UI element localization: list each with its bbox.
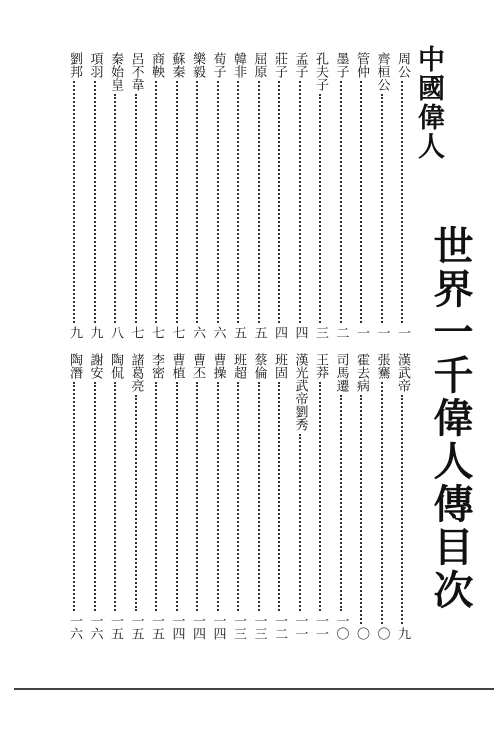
entry-name: 漢光武帝劉秀 [292,353,308,431]
entry-name: 荀子 [210,52,226,78]
entry-name: 謝安 [87,353,103,379]
toc-entry [392,353,412,640]
dot-leader [381,94,383,323]
book-title: 世界一千偉人傳目次 [427,225,474,612]
page-number: 〇 [354,627,369,640]
toc-entry [372,353,392,640]
section-title: 中國偉人 [413,45,444,161]
toc-entry [167,52,187,339]
page-number: 一一 [292,614,308,640]
entry-name: 齊桓公 [374,52,390,91]
entry-name: 項羽 [87,52,103,78]
toc-entry [310,353,330,640]
page-number: 一 [395,326,410,339]
entry-name: 張騫 [374,353,390,379]
page-number: 七 [149,326,164,339]
dot-leader [135,395,137,611]
toc-entry [126,353,146,640]
dot-leader [258,382,260,611]
bottom-rule [14,688,494,690]
toc-entry [249,52,269,339]
dot-leader [73,81,75,323]
page-number: 二 [333,326,349,339]
dot-leader [258,81,260,323]
dot-leader [155,81,157,323]
page-number: 六 [210,326,226,339]
toc-entry [64,353,84,640]
page-number: 九 [395,627,410,640]
entry-name: 樂毅 [190,52,205,78]
dot-leader [401,81,403,323]
dot-leader [196,81,198,323]
dot-leader [176,81,178,323]
entry-name: 呂不韋 [128,52,144,91]
page-number: 九 [87,326,103,339]
toc-entry [372,52,392,339]
page-number: 一四 [169,614,185,640]
page-number: 一一 [313,614,328,640]
dot-leader [94,382,96,611]
toc-entry [310,52,330,339]
page-number: 九 [67,326,82,339]
dot-leader [237,81,239,323]
entry-name: 商鞅 [149,52,164,78]
dot-leader [319,94,321,323]
entry-name: 莊子 [272,52,287,78]
entry-name: 屈原 [251,52,267,78]
toc-entry [269,52,289,339]
dot-leader [278,382,280,611]
dot-leader [176,382,178,611]
dot-leader [299,434,301,611]
toc-entry [208,353,228,640]
page-number: 四 [292,326,308,339]
page-number: 一五 [128,614,144,640]
page-number: 〇 [374,627,390,640]
toc-entry [351,52,371,339]
dot-leader [278,81,280,323]
page-number: 一五 [108,614,123,640]
dot-leader [319,382,321,611]
entry-name: 孟子 [292,52,308,78]
dot-leader [360,81,362,323]
toc-entry [167,353,187,640]
toc-entry [228,353,248,640]
entry-name: 管仲 [354,52,369,78]
entry-name: 蔡倫 [251,353,267,379]
entry-name: 諸葛亮 [128,353,144,392]
dot-leader [114,94,116,323]
toc-entry [105,353,125,640]
page-number: 一二 [272,614,287,640]
entry-name: 曹操 [210,353,226,379]
toc-entry [228,52,248,339]
entry-name: 劉邦 [67,52,82,78]
toc-entry [208,52,228,339]
entry-name: 霍去病 [354,353,369,392]
page-number: 一三 [251,614,267,640]
entry-name: 周公 [395,52,410,78]
dot-leader [155,382,157,611]
page-number: 一 [354,326,369,339]
toc-entry [187,353,207,640]
dot-leader [299,81,301,323]
dot-leader [381,382,383,624]
entry-name: 陶潛 [67,353,82,379]
page-number: 五 [251,326,267,339]
entry-name: 班固 [272,353,287,379]
page-number: 一 [374,326,390,339]
entry-name: 班超 [231,353,246,379]
page-number: 四 [272,326,287,339]
entry-name: 蘇秦 [169,52,185,78]
entry-name: 王莽 [313,353,328,379]
dot-leader [217,81,219,323]
page-number: 一五 [149,614,164,640]
dot-leader [401,395,403,624]
page-number: 七 [169,326,185,339]
page-number: 六 [190,326,205,339]
toc-entry [351,353,371,640]
dot-leader [360,395,362,624]
dot-leader [114,382,116,611]
page-number: 一四 [210,614,226,640]
entry-name: 韓非 [231,52,246,78]
toc-entry [331,353,351,640]
dot-leader [340,81,342,323]
toc-entry [146,353,166,640]
toc-entry [187,52,207,339]
dot-leader [135,94,137,323]
toc-entry [105,52,125,339]
toc-entry [126,52,146,339]
toc-entry [249,353,269,640]
entry-name: 漢武帝 [395,353,410,392]
toc-entry [290,52,310,339]
page-number: 三 [313,326,328,339]
entry-name: 曹丕 [190,353,205,379]
dot-leader [340,395,342,611]
toc-entry [85,353,105,640]
entry-name: 陶侃 [108,353,123,379]
entry-name: 墨子 [333,52,349,78]
entry-name: 曹植 [169,353,185,379]
page-number: 七 [128,326,144,339]
dot-leader [217,382,219,611]
toc-entry [392,52,412,339]
page-number: 五 [231,326,246,339]
dot-leader [94,81,96,323]
toc-entry [146,52,166,339]
page-number: 一六 [67,614,82,640]
page-number: 一四 [190,614,205,640]
toc-entry [64,52,84,339]
toc-entry [331,52,351,339]
dot-leader [196,382,198,611]
entry-name: 秦始皇 [108,52,123,91]
page-number: 一三 [231,614,246,640]
entry-name: 李密 [149,353,164,379]
page-number: 八 [108,326,123,339]
entry-name: 孔夫子 [313,52,328,91]
dot-leader [73,382,75,611]
entry-name: 司馬遷 [333,353,349,392]
toc-entry [290,353,310,640]
dot-leader [237,382,239,611]
toc-entry [269,353,289,640]
page-number: 一六 [87,614,103,640]
page-number: 一〇 [333,614,349,640]
toc-entry [85,52,105,339]
